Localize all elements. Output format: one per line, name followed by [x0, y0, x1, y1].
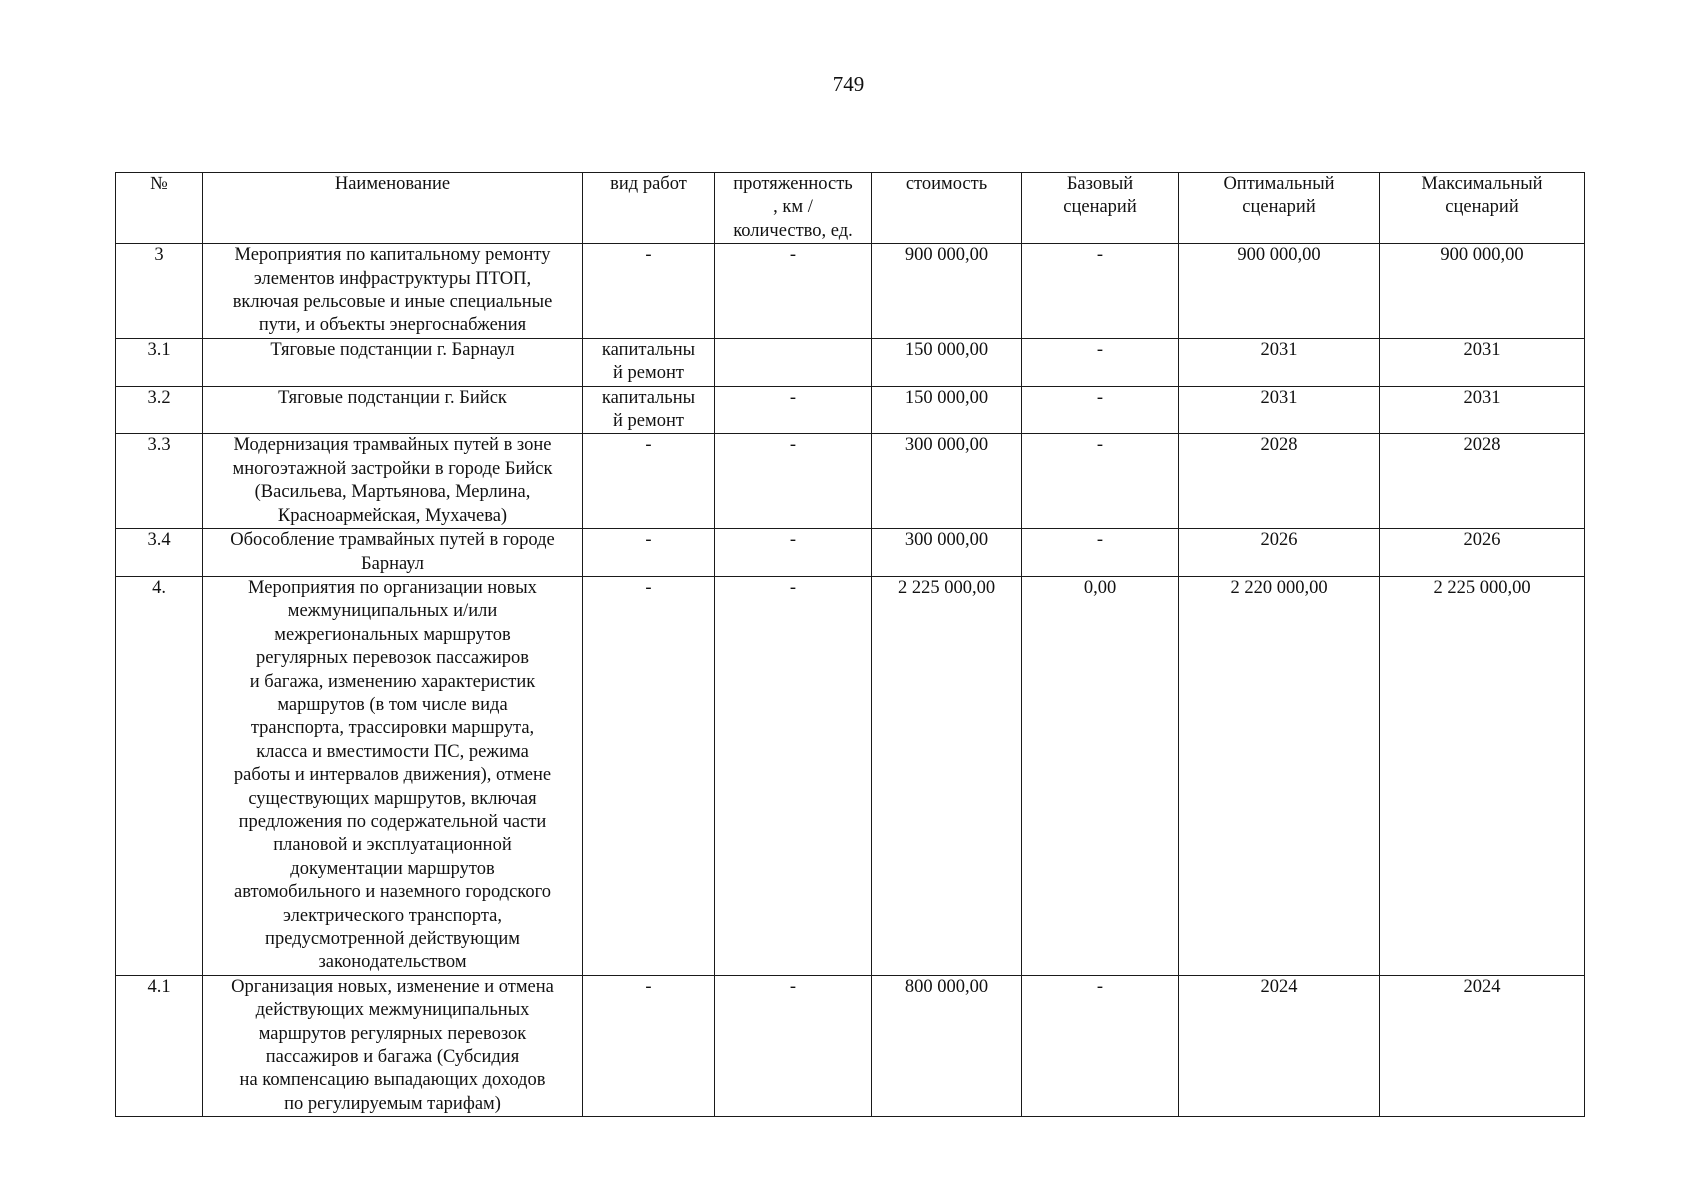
cell-cost-text: 800 000,00	[904, 976, 989, 997]
cell-name-text: Красноармейская, Мухачева)	[277, 505, 508, 526]
cell-cost	[872, 576, 1022, 975]
cell-optimal-scenario	[1179, 338, 1380, 386]
header-row	[116, 173, 1585, 244]
cell-length	[715, 244, 872, 339]
cell-cost-text: 900 000,00	[904, 245, 989, 266]
table-row	[116, 529, 1585, 577]
cell-name	[203, 576, 583, 975]
cell-base-scenario	[1022, 386, 1179, 434]
cell-name-text: и багажа, изменению характеристик	[249, 671, 536, 692]
cell-name-text: электрического транспорта,	[283, 905, 502, 926]
cell-work-type-text: -	[645, 435, 652, 456]
cell-cost	[872, 975, 1022, 1116]
cell-base-scenario	[1022, 576, 1179, 975]
cell-num	[116, 244, 203, 339]
header-base-line: сценарий	[1063, 197, 1137, 218]
cell-optimal-scenario-text: 900 000,00	[1237, 245, 1321, 266]
cell-cost-text: 150 000,00	[904, 387, 989, 408]
cell-name-text: маршрутов регулярных перевозок	[258, 1023, 527, 1044]
table-row	[116, 434, 1585, 529]
cell-maximal-scenario-text: 2024	[1463, 976, 1501, 997]
cell-name-text: межмуниципальных и/или	[287, 601, 498, 622]
table-row	[116, 244, 1585, 339]
cell-name-text: законодательством	[318, 952, 467, 973]
cell-cost-text: 150 000,00	[904, 339, 989, 360]
cell-base-scenario	[1022, 434, 1179, 529]
cell-maximal-scenario-text: 2031	[1463, 387, 1501, 408]
cell-num-text: 4.1	[147, 976, 171, 997]
cell-name-text: предусмотренной действующим	[265, 929, 520, 949]
cell-name-text: Тяговые подстанции г. Барнаул	[270, 339, 515, 360]
cell-work-type-text: й ремонт	[613, 363, 684, 384]
cell-name-text: пути, и объекты энергоснабжения	[258, 315, 527, 336]
cell-work-type	[583, 386, 715, 434]
cell-num-text: 4.	[152, 577, 166, 598]
cell-base-scenario-text: 0,00	[1083, 577, 1117, 598]
cell-work-type-text: -	[645, 245, 652, 266]
cell-cost	[872, 244, 1022, 339]
cell-name-text: пассажиров и багажа (Субсидия	[265, 1047, 520, 1068]
cell-base-scenario-text: -	[1096, 976, 1104, 997]
header-num	[116, 173, 203, 244]
header-cost	[872, 173, 1022, 244]
cell-work-type	[583, 244, 715, 339]
cell-length	[715, 386, 872, 434]
cell-maximal-scenario	[1380, 576, 1585, 975]
header-maximal-line: Максимальный	[1421, 174, 1543, 194]
cell-name-text: на компенсацию выпадающих доходов	[239, 1070, 546, 1091]
header-optimal-line: сценарий	[1242, 197, 1316, 218]
cell-maximal-scenario	[1380, 434, 1585, 529]
cell-name-text: действующих межмуниципальных	[255, 1000, 530, 1021]
cell-base-scenario-text: -	[1096, 245, 1104, 266]
cell-name-text: документации маршрутов	[290, 858, 495, 879]
header-optimal-scenario	[1179, 173, 1380, 244]
cell-cost	[872, 529, 1022, 577]
cell-name-text: межрегиональных маршрутов	[274, 624, 511, 645]
cell-optimal-scenario	[1179, 244, 1380, 339]
cell-num	[116, 529, 203, 577]
cell-maximal-scenario-text: 2031	[1463, 339, 1501, 360]
cell-name	[203, 244, 583, 339]
header-length-line: количество, ед.	[733, 220, 853, 241]
header-length	[715, 173, 872, 244]
cell-name	[203, 338, 583, 386]
cell-work-type	[583, 975, 715, 1116]
cell-work-type-text: й ремонт	[613, 411, 684, 432]
cell-maximal-scenario	[1380, 386, 1585, 434]
cell-length-text: -	[789, 245, 797, 266]
table-row	[116, 975, 1585, 1116]
header-maximal-line: сценарий	[1445, 197, 1519, 218]
measures-table	[115, 172, 1585, 1117]
table-header	[116, 173, 1585, 244]
cell-optimal-scenario-text: 2031	[1260, 339, 1298, 360]
cell-name-text: элементов инфраструктуры ПТОП,	[253, 268, 532, 289]
cell-name-text: Обособление трамвайных путей в городе	[230, 530, 555, 551]
page-number: 749	[832, 72, 865, 96]
table-row	[116, 338, 1585, 386]
cell-length-text: -	[789, 530, 797, 551]
cell-name-text: регулярных перевозок пассажиров	[255, 648, 530, 669]
cell-name-text: Барнаул	[361, 553, 424, 574]
cell-base-scenario	[1022, 338, 1179, 386]
cell-maximal-scenario	[1380, 529, 1585, 577]
cell-length	[715, 576, 872, 975]
cell-base-scenario	[1022, 529, 1179, 577]
cell-base-scenario	[1022, 244, 1179, 339]
cell-optimal-scenario-text: 2024	[1260, 976, 1298, 997]
cell-num	[116, 975, 203, 1116]
cell-work-type-text: капитальны	[601, 339, 696, 360]
header-cost-text: стоимость	[905, 174, 988, 194]
cell-length-text: -	[789, 387, 797, 408]
cell-work-type-text: -	[645, 976, 652, 997]
cell-name-text: включая рельсовые и иные специальные	[232, 292, 553, 313]
cell-name-text: Мероприятия по организации новых	[248, 577, 537, 598]
cell-name	[203, 529, 583, 577]
cell-name-text: Модернизация трамвайных путей в зоне	[233, 435, 552, 456]
cell-length-text: -	[789, 577, 797, 598]
cell-length-text: -	[789, 976, 797, 997]
cell-optimal-scenario	[1179, 386, 1380, 434]
cell-optimal-scenario-text: 2028	[1260, 435, 1298, 456]
table-row	[116, 576, 1585, 975]
cell-optimal-scenario	[1179, 434, 1380, 529]
cell-name-text: плановой и эксплуатационной	[273, 835, 512, 856]
cell-name	[203, 975, 583, 1116]
cell-num	[116, 386, 203, 434]
cell-base-scenario-text: -	[1096, 339, 1104, 360]
cell-name-text: автомобильного и наземного городского	[234, 882, 551, 903]
cell-name-text: (Васильева, Мартьянова, Мерлина,	[254, 482, 531, 503]
cell-name-text: Тяговые подстанции г. Бийск	[278, 387, 507, 408]
cell-optimal-scenario	[1179, 975, 1380, 1116]
cell-optimal-scenario-text: 2026	[1260, 530, 1298, 551]
cell-work-type	[583, 434, 715, 529]
cell-maximal-scenario-text: 2028	[1463, 435, 1501, 456]
header-work-type-text: вид работ	[610, 174, 687, 194]
cell-maximal-scenario	[1380, 338, 1585, 386]
cell-length	[715, 338, 872, 386]
header-base-scenario	[1022, 173, 1179, 244]
table-body	[116, 244, 1585, 1117]
cell-work-type	[583, 338, 715, 386]
cell-maximal-scenario-text: 2026	[1463, 530, 1501, 551]
cell-name-text: класса и вместимости ПС, режима	[256, 741, 529, 762]
cell-optimal-scenario	[1179, 576, 1380, 975]
header-work-type	[583, 173, 715, 244]
cell-name-text: маршрутов (в том числе вида	[277, 694, 508, 715]
header-maximal-scenario	[1380, 173, 1585, 244]
cell-work-type-text: -	[645, 577, 652, 598]
cell-length	[715, 529, 872, 577]
cell-optimal-scenario-text: 2031	[1260, 387, 1298, 408]
cell-name-text: Мероприятия по капитальному ремонту	[234, 245, 551, 266]
header-name	[203, 173, 583, 244]
cell-optimal-scenario-text: 2 220 000,00	[1230, 577, 1328, 598]
cell-work-type-text: -	[645, 530, 652, 551]
cell-cost	[872, 386, 1022, 434]
header-name-text: Наименование	[334, 174, 451, 194]
cell-cost-text: 300 000,00	[904, 435, 989, 456]
cell-length-text: -	[789, 435, 797, 456]
cell-name-text: существующих маршрутов, включая	[248, 788, 537, 809]
cell-name-text: работы и интервалов движения), отмене	[233, 765, 552, 786]
header-length-line: , км /	[773, 197, 813, 218]
cell-cost	[872, 434, 1022, 529]
cell-num	[116, 576, 203, 975]
cell-num	[116, 338, 203, 386]
cell-cost-text: 300 000,00	[904, 530, 989, 551]
cell-name	[203, 434, 583, 529]
cell-maximal-scenario-text: 2 225 000,00	[1433, 577, 1531, 598]
header-base-line: Базовый	[1066, 174, 1134, 194]
cell-work-type	[583, 529, 715, 577]
cell-name-text: Организация новых, изменение и отмена	[231, 976, 554, 997]
cell-num-text: 3.2	[147, 387, 171, 408]
cell-num-text: 3.4	[147, 530, 171, 551]
cell-optimal-scenario	[1179, 529, 1380, 577]
cell-name	[203, 386, 583, 434]
cell-base-scenario-text: -	[1096, 435, 1104, 456]
cell-name-text: транспорта, трассировки маршрута,	[250, 718, 535, 739]
cell-length	[715, 434, 872, 529]
header-optimal-line: Оптимальный	[1223, 174, 1335, 194]
cell-num	[116, 434, 203, 529]
cell-cost	[872, 338, 1022, 386]
cell-name-text: по регулируемым тарифам)	[284, 1093, 501, 1114]
cell-cost-text: 2 225 000,00	[897, 577, 996, 598]
cell-base-scenario-text: -	[1096, 387, 1104, 408]
cell-name-text: многоэтажной застройки в городе Бийск	[232, 458, 553, 479]
cell-name-text: предложения по содержательной части	[238, 811, 547, 832]
cell-maximal-scenario-text: 900 000,00	[1440, 245, 1524, 266]
cell-base-scenario-text: -	[1096, 530, 1104, 551]
header-length-line: протяженность	[733, 174, 853, 194]
cell-num-text: 3.3	[147, 435, 171, 456]
header-num-text: №	[150, 174, 168, 194]
cell-length	[715, 975, 872, 1116]
cell-work-type	[583, 576, 715, 975]
table-row	[116, 386, 1585, 434]
cell-num-text: 3.1	[147, 339, 171, 360]
cell-maximal-scenario	[1380, 975, 1585, 1116]
cell-num-text: 3	[154, 245, 164, 266]
cell-base-scenario	[1022, 975, 1179, 1116]
cell-maximal-scenario	[1380, 244, 1585, 339]
cell-work-type-text: капитальны	[601, 387, 696, 408]
